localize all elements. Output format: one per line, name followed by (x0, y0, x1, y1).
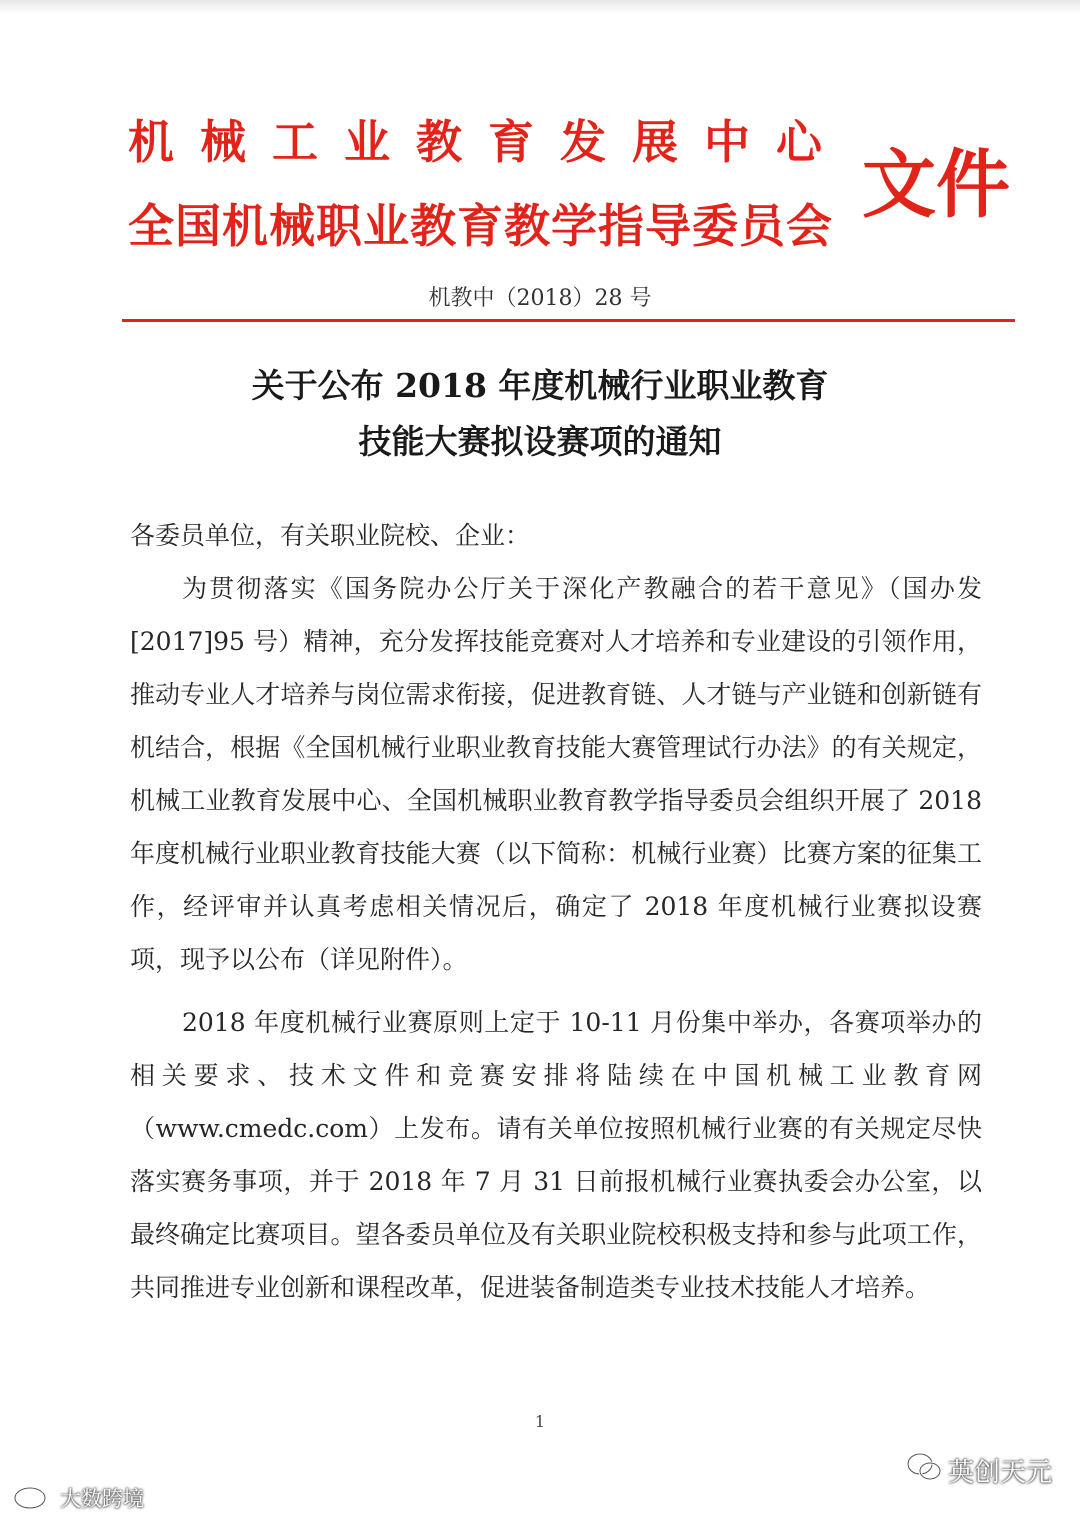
issuer-line-2: 全国机械职业教育教学指导委员会 (128, 199, 833, 253)
red-divider-line (122, 319, 1015, 322)
weibo-icon (12, 1480, 56, 1515)
page-number: 1 (534, 1412, 546, 1431)
document-type-mark: 文件 (862, 142, 1010, 228)
wechat-icon (906, 1452, 942, 1489)
issuer-line-1: 机械工业教育发展中心 (128, 115, 848, 169)
document-number: 机教中（2018）28 号 (428, 286, 652, 311)
body-paragraph-2: 2018 年度机械行业赛原则上定于 10-11 月份集中举办，各赛项举办的相关要求、技术文件和竞赛安排将陆续在中国机械工业教育网（www.cmedc.com）上发布。请有关单位按照机械行业赛的有关规定尽快落实赛务事项，并于 2018 年 7 月 31 日前报机械行业赛执委会办公室，以最终确定比赛项目。望各委员单位及有关职业院校积极支持和参与此项工作，共同推进专业创新和课程改革，促进装备制造类专业技术技能人才培养。 (130, 1008, 982, 1302)
scan-edge-shadow (0, 0, 1080, 14)
notice-title-line-2: 技能大赛拟设赛项的通知 (358, 422, 722, 461)
watermark-left (12, 1480, 144, 1515)
watermark-right (906, 1452, 1052, 1489)
body-paragraph-1: 为贯彻落实《国务院办公厅关于深化产教融合的若干意见》（国办发[2017]95 号）精神，充分发挥技能竞赛对人才培养和专业建设的引领作用，推动专业人才培养与岗位需求衔接，促进教育链、人才链与产业链和创新链有机结合，根据《全国机械行业职业教育技能大赛管理试行办法》的有关规定，机械工业教育发展中心、全国机械职业教育教学指导委员会组织开展了 2018 年度机械行业职业教育技能大赛（以下简称：机械行业赛）比赛方案的征集工作，经评审并认真考虑相关情况后，确定了 2018 年度机械行业赛拟设赛项，现予以公布（详见附件）。 (130, 574, 982, 974)
watermark-right-text: 英创天元 (948, 1458, 1053, 1488)
notice-title-line-1: 关于公布 2018 年度机械行业职业教育 (251, 366, 829, 405)
salutation: 各委员单位，有关职业院校、企业： (130, 521, 531, 550)
watermark-left-text: 大数跨境 (60, 1486, 144, 1511)
